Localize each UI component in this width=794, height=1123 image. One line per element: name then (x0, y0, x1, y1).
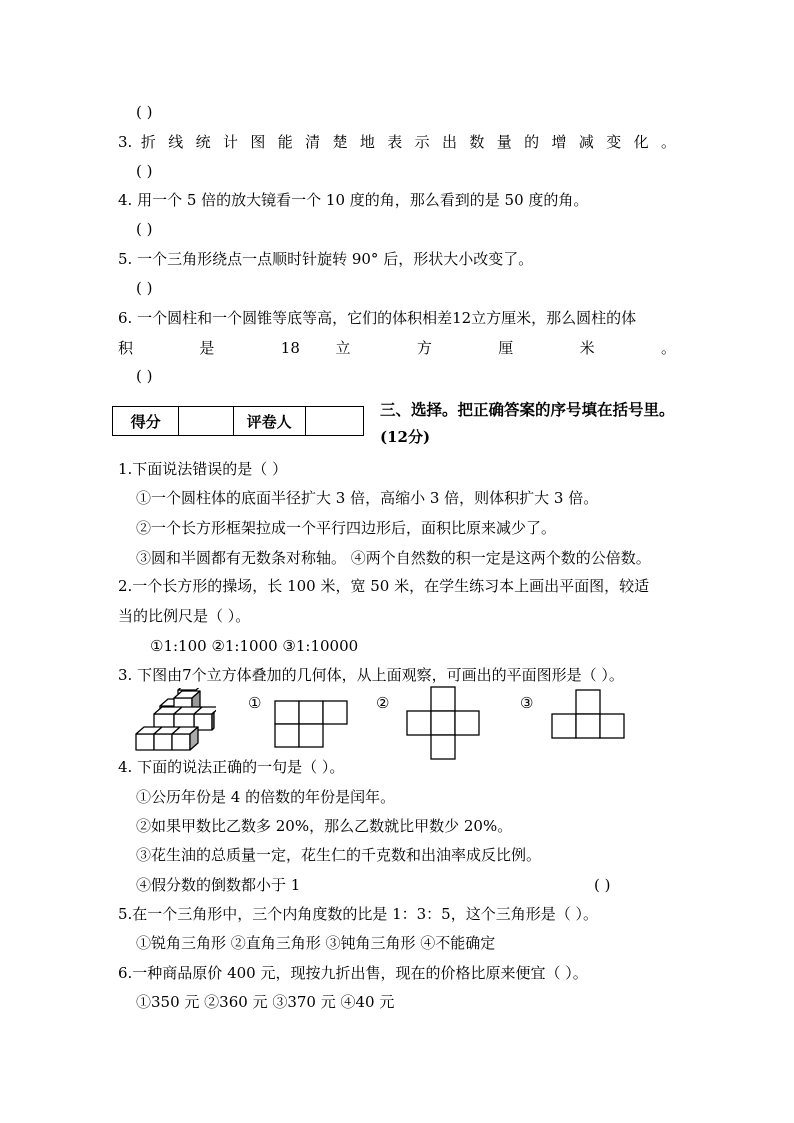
cube-stack-figure (134, 688, 216, 754)
option-1-shape (272, 699, 350, 749)
question-4-option: ②如果甲数比乙数多 20%，那么乙数就比甲数少 20%。 (136, 817, 513, 835)
score-box (112, 406, 364, 436)
score-label: 得分 (113, 407, 179, 436)
answer-paren: ( ) (136, 220, 153, 238)
question-5-options: ①锐角三角形 ②直角三角形 ③钝角三角形 ④不能确定 (136, 934, 496, 952)
question-4-option: ④假分数的倒数都小于 1 (136, 876, 301, 894)
option-1-label: ① (248, 694, 262, 712)
question-3-stem: 3. 下图由7个立方体叠加的几何体，从上面观察，可画出的平面图形是（ ）。 (118, 666, 624, 684)
question-2-options: ①1:100 ②1:1000 ③1:10000 (150, 637, 359, 655)
tf-question-6-line2: 积 是 18 立 方 厘 米 。 (118, 339, 676, 357)
answer-paren: ( ) (136, 367, 153, 385)
question-2-stem: 当的比例尺是（ ）。 (118, 607, 251, 625)
answer-paren: ( ) (136, 162, 153, 180)
question-6-stem: 6.一种商品原价 400 元，现按九折出售，现在的价格比原来便宜（ ）。 (118, 964, 588, 982)
question-4-stem: 4. 下面的说法正确的一句是（ ）。 (118, 758, 345, 776)
score-cell (179, 407, 233, 436)
tf-question-6-line1: 6. 一个圆柱和一个圆锥等底等高，它们的体积相差12立方厘米，那么圆柱的体 (118, 309, 637, 327)
question-4-option: ③花生油的总质量一定，花生仁的千克数和出油率成反比例。 (136, 846, 542, 864)
option-2-label: ② (376, 694, 390, 712)
tf-question-4: 4. 用一个 5 倍的放大镜看一个 10 度的角，那么看到的是 50 度的角。 (118, 191, 589, 209)
question-1-option: ③圆和半圆都有无数条对称轴。 ④两个自然数的积一定是这两个数的公倍数。 (136, 549, 651, 567)
answer-paren: ( ) (136, 103, 153, 121)
question-6-options: ①350 元 ②360 元 ③370 元 ④40 元 (136, 993, 395, 1011)
section-points: (12分) (380, 428, 431, 446)
question-5-stem: 5.在一个三角形中，三个内角度数的比是 1：3：5，这个三角形是（ ）。 (118, 905, 598, 923)
grader-label: 评卷人 (233, 407, 305, 436)
question-4-option: ①公历年份是 4 的倍数的年份是闰年。 (136, 788, 396, 806)
question-1-option: ②一个长方形框架拉成一个平行四边形后，面积比原来减少了。 (136, 519, 557, 537)
question-2-stem: 2.一个长方形的操场，长 100 米，宽 50 米，在学生练习本上画出平面图，较适 (118, 577, 650, 595)
answer-paren: ( ) (594, 876, 611, 894)
question-1-option: ①一个圆柱体的底面半径扩大 3 倍，高缩小 3 倍，则体积扩大 3 倍。 (136, 489, 599, 507)
tf-question-5: 5. 一个三角形绕点一点顺时针旋转 90° 后，形状大小改变了。 (118, 250, 534, 268)
question-1-stem: 1.下面说法错误的是（ ） (118, 460, 288, 478)
option-3-shape (548, 688, 628, 740)
grader-cell (305, 407, 363, 436)
answer-paren: ( ) (136, 279, 153, 297)
section-title: 三、选择。把正确答案的序号填在括号里。 (380, 400, 675, 419)
option-2-shape (404, 685, 482, 761)
option-3-label: ③ (520, 694, 534, 712)
tf-question-3: 3. 折 线 统 计 图 能 清 楚 地 表 示 出 数 量 的 增 减 变 化 。 (118, 133, 676, 151)
